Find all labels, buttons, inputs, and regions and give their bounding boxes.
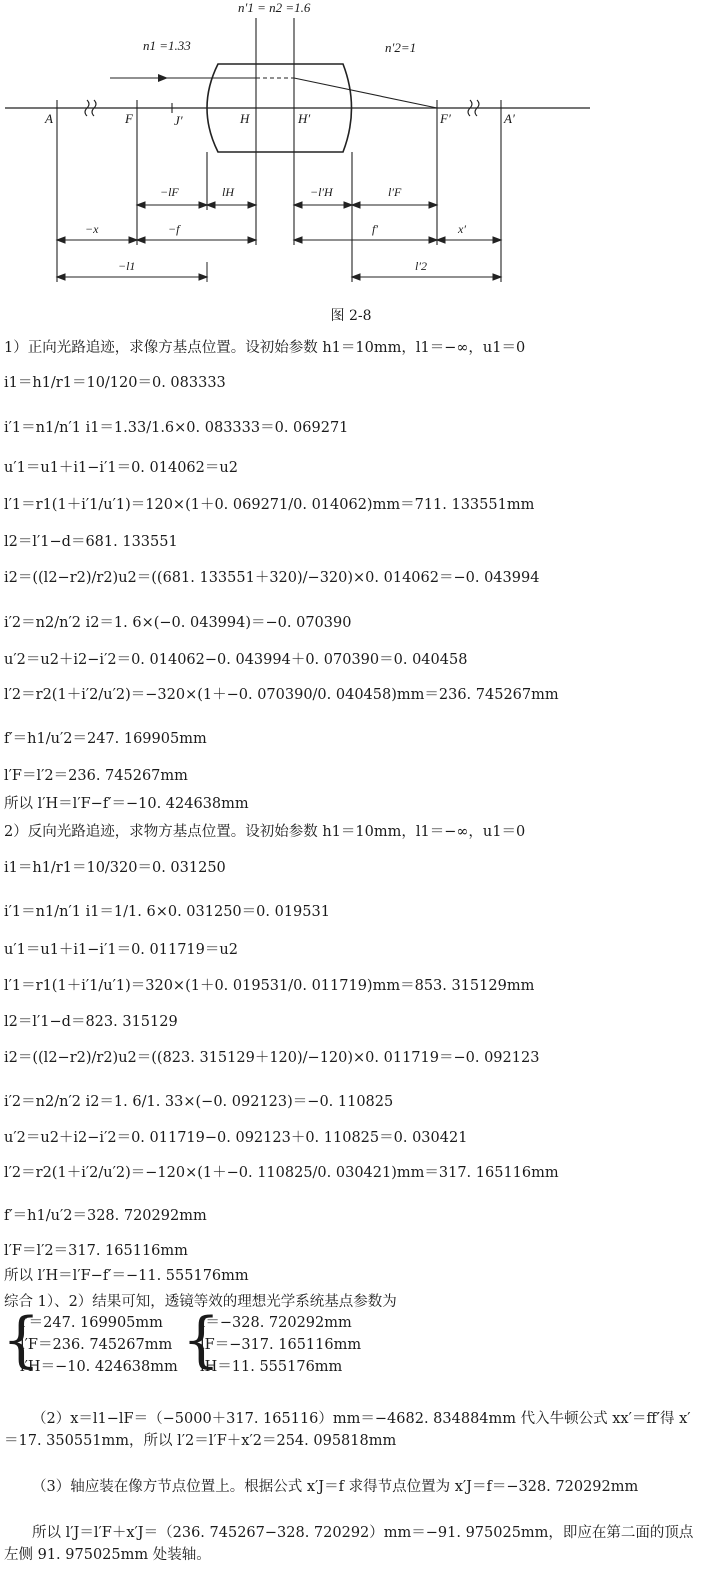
paragraph-3: （3）轴应装在像方节点位置上。根据公式 x′J＝f 求得节点位置为 x′J＝f＝−328. 720292mm xyxy=(32,1479,639,1495)
part2-line: l2＝l′1−d＝823. 315129 xyxy=(4,1014,178,1030)
part2-line: l′2＝r2(1＋i′2/u′2)＝−120×(1＋−0. 110825/0. 030421)mm＝317. 165116mm xyxy=(4,1165,559,1181)
part2-line: i′2＝n2/n′2 i2＝1. 6/1. 33×(−0. 092123)＝−0. 110825 xyxy=(4,1094,394,1110)
part2-line: 所以 l′H＝l′F−f′＝−11. 555176mm xyxy=(4,1268,249,1284)
label-x-prime: x′ xyxy=(458,222,466,236)
optics-diagram xyxy=(0,0,702,320)
part1-line: l′1＝r1(1＋i′1/u′1)＝120×(1＋0. 069271/0. 014062)mm＝711. 133551mm xyxy=(4,497,535,513)
label-n2p: n′2=1 xyxy=(385,40,417,55)
part1-line: 所以 l′H＝l′F−f′＝−10. 424638mm xyxy=(4,796,249,812)
part2-line: l′1＝r1(1＋i′1/u′1)＝320×(1＋0. 019531/0. 011719)mm＝853. 315129mm xyxy=(4,978,535,994)
label-minus-f: −f xyxy=(168,222,180,236)
figure-caption: 图 2-8 xyxy=(330,308,372,324)
part1-line: l′F＝l′2＝236. 745267mm xyxy=(4,768,188,784)
label-minus-l1: −l1 xyxy=(118,259,136,273)
point-A: A xyxy=(45,111,53,126)
part1-line: i2＝((l2−r2)/r2)u2＝((681. 133551＋320)/−320)×0. 014062＝−0. 043994 xyxy=(4,570,540,586)
summary-left-item: l′F＝236. 745267mm xyxy=(20,1337,173,1353)
ray-arrow xyxy=(158,74,168,82)
label-n1p-n2: n′1 = n2 =1.6 xyxy=(238,0,311,15)
point-F-prime: F′ xyxy=(440,111,451,126)
summary-text: 综合 1）、2）结果可知，透镜等效的理想光学系统基点参数为 xyxy=(4,1294,397,1310)
point-J-prime: J′ xyxy=(174,113,183,128)
part2-heading: 2）反向光路追迹，求物方基点位置。设初始参数 h1＝10mm，l1＝−∞，u1＝0 xyxy=(4,824,526,840)
label-f-prime: f′ xyxy=(372,222,378,236)
point-F: F xyxy=(125,111,133,126)
label-minus-lH-prime: −l′H xyxy=(310,185,333,199)
label-lH: lH xyxy=(222,185,234,199)
part2-line: u′2＝u2＋i2−i′2＝0. 011719−0. 092123＋0. 110825＝0. 030421 xyxy=(4,1130,468,1146)
part2-line: f′＝h1/u′2＝328. 720292mm xyxy=(4,1208,207,1224)
summary-left-item: l′H＝−10. 424638mm xyxy=(20,1359,178,1375)
label-n1: n1 =1.33 xyxy=(143,38,191,53)
part2-line: i2＝((l2−r2)/r2)u2＝((823. 315129＋120)/−120)×0. 011719＝−0. 092123 xyxy=(4,1050,540,1066)
part1-heading: 1）正向光路追迹，求像方基点位置。设初始参数 h1＝10mm，l1＝−∞，u1＝0 xyxy=(4,340,526,356)
part1-line: u′1＝u1＋i1−i′1＝0. 014062＝u2 xyxy=(4,460,238,476)
part2-line: i′1＝n1/n′1 i1＝1/1. 6×0. 031250＝0. 019531 xyxy=(4,904,330,920)
left-brace: { xyxy=(2,1305,41,1375)
part1-line: i′2＝n2/n′2 i2＝1. 6×(−0. 043994)＝−0. 070390 xyxy=(4,615,352,631)
point-H: H xyxy=(240,111,250,126)
part1-line: u′2＝u2＋i2−i′2＝0. 014062−0. 043994＋0. 070390＝0. 040458 xyxy=(4,652,468,668)
summary-left-block xyxy=(20,1312,178,1378)
point-H-prime: H′ xyxy=(298,111,311,126)
summary-right-item: f＝−328. 720292mm xyxy=(200,1315,352,1331)
label-l2-prime: l′2 xyxy=(415,259,427,273)
label-minus-x: −x xyxy=(85,222,99,236)
part1-line: l′2＝r2(1＋i′2/u′2)＝−320×(1＋−0. 070390/0. 040458)mm＝236. 745267mm xyxy=(4,687,559,703)
part2-line: l′F＝l′2＝317. 165116mm xyxy=(4,1243,188,1259)
point-A-prime: A′ xyxy=(504,111,515,126)
paragraph-3-cont: 所以 l′J＝l′F＋x′J＝（236. 745267−328. 720292）mm＝−91. 975025mm，即应在第二面的顶点左侧 91. 975025mm 处装轴。 xyxy=(4,1525,694,1563)
ray-to-focus xyxy=(294,78,437,108)
right-brace: { xyxy=(182,1305,221,1375)
part1-line: l2＝l′1−d＝681. 133551 xyxy=(4,534,178,550)
label-lF-prime: l′F xyxy=(388,185,402,199)
summary-right-block xyxy=(200,1312,361,1378)
summary-right-item: lF＝−317. 165116mm xyxy=(200,1337,362,1353)
label-minus-lF: −lF xyxy=(160,185,179,199)
paragraph-2: （2）x＝l1−lF＝（−5000＋317. 165116）mm＝−4682. 834884mm 代入牛顿公式 xx′＝ff′得 x′＝17. 350551mm，所以 l′2＝l′F＋x′2＝254. 095818mm xyxy=(4,1411,691,1449)
part2-line: u′1＝u1＋i1−i′1＝0. 011719＝u2 xyxy=(4,942,238,958)
part2-line: i1＝h1/r1＝10/320＝0. 031250 xyxy=(4,860,226,876)
summary-right-item: lH＝11. 555176mm xyxy=(200,1359,343,1375)
summary-left-item: f′＝247. 169905mm xyxy=(20,1315,163,1331)
part1-line: f′＝h1/u′2＝247. 169905mm xyxy=(4,731,207,747)
part1-line: i′1＝n1/n′1 i1＝1.33/1.6×0. 083333＝0. 069271 xyxy=(4,420,349,436)
part1-line: i1＝h1/r1＝10/120＝0. 083333 xyxy=(4,375,226,391)
